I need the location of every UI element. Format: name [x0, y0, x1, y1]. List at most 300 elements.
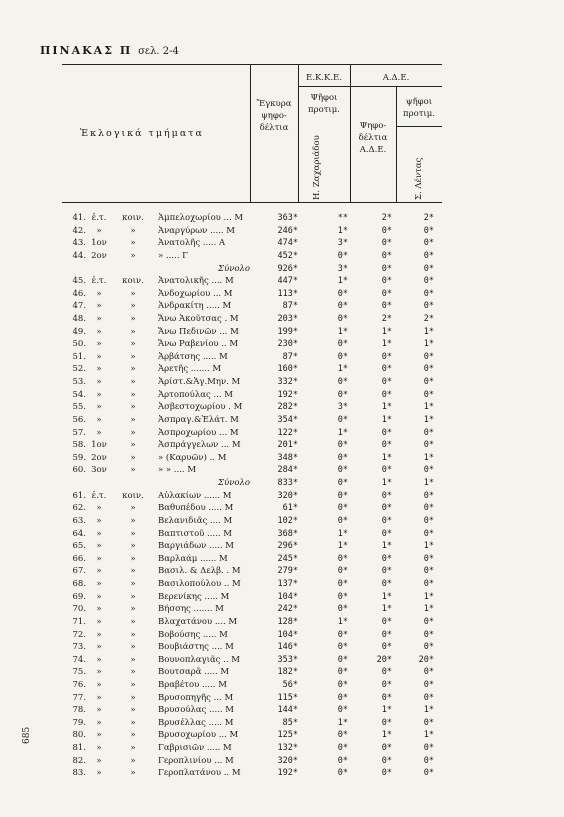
row-number: 59. [72, 452, 86, 463]
row-number: 44. [72, 250, 86, 261]
row-number: 81. [72, 743, 86, 753]
row-ade-pref: 0* [423, 389, 434, 400]
row-col-b: » [130, 591, 136, 602]
row-col-a: » [96, 541, 102, 552]
row-col-b: » [130, 579, 136, 589]
row-number: 61. [72, 490, 86, 501]
row-valid: 113* [277, 288, 298, 299]
row-valid: 199* [277, 326, 298, 337]
row-name: Βουτσαρᾶ ..... Μ [158, 667, 230, 678]
row-ade-pref: 0* [423, 755, 434, 766]
table-row [0, 490, 564, 503]
row-name: Βρυσοχωρίου ... Μ [158, 730, 239, 741]
row-ade-ballots: 0* [381, 276, 392, 287]
row-valid: 201* [277, 440, 298, 451]
row-valid: 104* [277, 591, 298, 602]
row-ade-ballots: 0* [381, 616, 392, 627]
table-row [0, 591, 564, 604]
row-ade-pref: 0* [423, 288, 434, 299]
row-valid: 85* [282, 717, 298, 728]
row-col-b: » [130, 225, 136, 236]
row-number: 48. [72, 314, 86, 324]
table-row [0, 288, 564, 301]
row-ekke-pref: 1* [337, 528, 348, 539]
table-row [0, 692, 564, 705]
row-name: » ..... Γ [158, 250, 189, 261]
row-col-b: » [130, 402, 136, 413]
row-name: Ἀσπροχωρίου ... Μ [158, 427, 239, 438]
row-valid: 363* [277, 213, 298, 223]
row-name: Βοβούσης ..... Μ [158, 629, 228, 640]
row-ekke-pref: 0* [337, 566, 348, 577]
row-ade-pref: 0* [423, 490, 434, 501]
row-ade-ballots: 0* [381, 427, 392, 438]
row-valid: 447* [277, 276, 298, 287]
row-name: Βελανιδιᾶς .... Μ [158, 515, 233, 526]
row-ade-pref: 0* [423, 579, 434, 589]
row-valid: 474* [277, 238, 298, 249]
row-ade-ballots: 20* [376, 654, 392, 665]
row-ade-ballots: 0* [381, 389, 392, 400]
row-valid: 353* [277, 654, 298, 665]
row-ekke-pref: 0* [337, 377, 348, 388]
table-row [0, 338, 564, 351]
row-ade-ballots: 0* [381, 465, 392, 476]
row-name: Βασιλοπούλου .. Μ [158, 579, 241, 589]
row-col-b: » [130, 616, 136, 627]
divider-ade [350, 64, 351, 203]
row-col-b: » [130, 364, 136, 375]
row-ade-pref: 1* [423, 414, 434, 425]
row-name: Ἀσπράγγελων ... Μ [158, 440, 241, 451]
row-name: » » .... Μ [158, 465, 197, 476]
row-ade-ballots: 0* [381, 377, 392, 388]
row-valid: 368* [277, 528, 298, 539]
row-number: 58. [72, 440, 86, 451]
row-number: 75. [72, 667, 86, 678]
row-number: 47. [72, 301, 86, 312]
row-name: Ἄνω Ραβενίου .. Μ [158, 339, 239, 350]
row-ade-ballots: 1* [381, 402, 392, 413]
row-valid: 87* [282, 301, 298, 312]
row-ade-ballots: 1* [381, 478, 392, 488]
row-ade-pref: 1* [423, 730, 434, 741]
row-ekke-pref: 0* [337, 692, 348, 703]
row-ade-pref: 0* [423, 263, 434, 274]
header-valid-ballots: Ἔγκυρα ψηφο- δέλτια [256, 99, 292, 133]
row-col-b: » [130, 705, 136, 716]
row-ekke-pref: 0* [337, 288, 348, 299]
page-title: ΠΙΝΑΚΑΣ Π σελ. 2-4 [40, 44, 179, 57]
row-name: Βαργιάδων ..... Μ [158, 541, 234, 552]
row-ade-ballots: 0* [381, 667, 392, 678]
section-label: Ἐκλογικά τμήματα [80, 128, 204, 139]
row-valid: 192* [277, 389, 298, 400]
table-row [0, 540, 564, 553]
row-col-a: » [96, 604, 102, 615]
row-ade-ballots: 0* [381, 743, 392, 753]
header-ade-ballots: Ψηφο- δέλτια Α.Δ.Ε. [358, 121, 388, 155]
row-col-a: » [96, 225, 102, 236]
row-col-b: » [130, 377, 136, 388]
table-row [0, 553, 564, 566]
row-valid: 115* [277, 692, 298, 703]
table-row [0, 389, 564, 402]
table-row [0, 742, 564, 755]
table-row [0, 679, 564, 692]
row-ekke-pref: 0* [337, 642, 348, 653]
row-col-a: » [96, 402, 102, 413]
row-valid: 296* [277, 541, 298, 552]
row-col-a: » [96, 351, 102, 362]
row-ade-pref: 0* [423, 250, 434, 261]
row-col-a: » [96, 679, 102, 690]
row-col-b: » [130, 427, 136, 438]
row-ade-ballots: 1* [381, 339, 392, 350]
row-col-b: » [130, 452, 136, 463]
row-valid: 102* [277, 515, 298, 526]
row-number: 63. [72, 515, 86, 526]
row-col-a: » [96, 591, 102, 602]
row-valid: 348* [277, 452, 298, 463]
row-name: Βαθυπέδου ..... Μ [158, 503, 234, 514]
row-number: 57. [72, 427, 86, 438]
row-ade-pref: 0* [423, 503, 434, 514]
row-name: Βαρλαάμ ...... Μ [158, 553, 228, 564]
row-ade-ballots: 0* [381, 238, 392, 249]
row-col-a: » [96, 389, 102, 400]
row-col-a: » [96, 414, 102, 425]
row-ekke-pref: 0* [337, 314, 348, 324]
row-number: 49. [72, 326, 86, 337]
row-ade-ballots: 0* [381, 351, 392, 362]
row-col-b: » [130, 642, 136, 653]
row-ekke-pref: 1* [337, 225, 348, 236]
row-number: 42. [72, 225, 86, 236]
row-ade-ballots: 0* [381, 301, 392, 312]
row-valid: 245* [277, 553, 298, 564]
row-ade-pref: 1* [423, 326, 434, 337]
row-ade-pref: 1* [423, 705, 434, 716]
row-name: Γεροπλατάνου .. Μ [158, 768, 241, 779]
row-ade-ballots: 0* [381, 717, 392, 728]
row-col-b: » [130, 566, 136, 577]
row-col-b: κοιν. [122, 490, 144, 501]
row-number: 82. [72, 755, 86, 766]
row-col-a: 3ον [91, 465, 107, 476]
row-ekke-pref: 0* [337, 301, 348, 312]
row-number: 50. [72, 339, 86, 350]
row-col-b: » [130, 768, 136, 779]
row-ade-ballots: 1* [381, 326, 392, 337]
row-ekke-pref: 0* [337, 503, 348, 514]
row-ade-pref: 2* [423, 213, 434, 223]
row-ade-pref: 0* [423, 238, 434, 249]
table-row [0, 565, 564, 578]
row-ade-ballots: 0* [381, 679, 392, 690]
table-row [0, 717, 564, 730]
row-ekke-pref: 0* [337, 339, 348, 350]
row-name: Ἀρίστ.&Ἁγ.Μην. Μ [158, 377, 241, 388]
row-ekke-pref: 1* [337, 427, 348, 438]
row-ade-pref: 1* [423, 402, 434, 413]
row-col-b: » [130, 553, 136, 564]
row-name: Βρυσούλας ..... Μ [158, 705, 235, 716]
header-ekke-pref: Ψῆφοι προτιμ. [308, 93, 340, 115]
row-name: Ἀναργύρων ..... Μ [158, 225, 236, 236]
row-ade-ballots: 0* [381, 503, 392, 514]
row-col-b: » [130, 440, 136, 451]
row-col-a: » [96, 705, 102, 716]
row-ade-ballots: 0* [381, 553, 392, 564]
table-row [0, 767, 564, 780]
row-ekke-pref: 1* [337, 541, 348, 552]
ade-pref-rule [396, 126, 442, 127]
row-valid: 56* [282, 679, 298, 690]
table-row [0, 401, 564, 414]
row-number: 51. [72, 351, 86, 362]
row-col-a: » [96, 314, 102, 324]
table-row [0, 212, 564, 225]
row-col-a: » [96, 755, 102, 766]
header-ekke-candidate: Η. Ζαχαριάδου [312, 135, 322, 200]
row-col-a: » [96, 642, 102, 653]
row-col-b: » [130, 667, 136, 678]
row-col-b: » [130, 629, 136, 640]
row-col-b: » [130, 314, 136, 324]
row-name: Ἀρβάτσης ..... Μ [158, 351, 228, 362]
row-valid: 125* [277, 730, 298, 741]
row-col-a: » [96, 503, 102, 514]
row-col-b: » [130, 301, 136, 312]
row-col-a: ἐ.τ. [91, 213, 107, 223]
row-col-a: ἐ.τ. [91, 490, 107, 501]
row-valid: 122* [277, 427, 298, 438]
row-ekke-pref: 0* [337, 654, 348, 665]
row-ade-pref: 0* [423, 642, 434, 653]
top-rule [62, 64, 442, 65]
row-ade-ballots: 0* [381, 642, 392, 653]
table-row [0, 225, 564, 238]
table-row [0, 726, 564, 744]
row-valid: 137* [277, 579, 298, 589]
table-row [0, 616, 564, 629]
row-ade-ballots: 0* [381, 528, 392, 539]
row-ekke-pref: 0* [337, 579, 348, 589]
row-ekke-pref: 0* [337, 667, 348, 678]
row-ekke-pref: 3* [337, 238, 348, 249]
row-name: Ἀσπραγ.&Ἐλάτ. Μ [158, 414, 239, 425]
row-valid: 192* [277, 768, 298, 779]
row-ekke-pref: 0* [337, 440, 348, 451]
row-col-a: » [96, 339, 102, 350]
row-col-b: » [130, 692, 136, 703]
page-number: 685 [22, 726, 32, 744]
table-row [0, 376, 564, 389]
row-col-a: » [96, 730, 102, 741]
row-col-a: 2ον [91, 250, 107, 261]
row-ade-pref: 0* [423, 629, 434, 640]
table-row [0, 427, 564, 440]
row-name: Γαβρισιῶν ..... Μ [158, 743, 232, 753]
row-col-b: κοιν. [122, 276, 144, 287]
row-valid: 242* [277, 604, 298, 615]
table-row [0, 414, 564, 427]
row-col-a: » [96, 528, 102, 539]
row-ade-pref: 0* [423, 717, 434, 728]
row-col-a: 2ον [91, 452, 107, 463]
row-name: Βραβέτου ..... Μ [158, 679, 227, 690]
row-number: 46. [72, 288, 86, 299]
row-ekke-pref: 0* [337, 490, 348, 501]
row-ade-pref: 1* [423, 339, 434, 350]
row-ade-ballots: 1* [381, 452, 392, 463]
row-valid: 284* [277, 465, 298, 476]
row-valid: 320* [277, 490, 298, 501]
row-col-b: » [130, 755, 136, 766]
row-ade-ballots: 0* [381, 440, 392, 451]
table-total-row [0, 263, 564, 276]
row-number: 66. [72, 553, 86, 564]
row-ade-ballots: 0* [381, 364, 392, 375]
row-ade-pref: 0* [423, 440, 434, 451]
row-valid: 354* [277, 414, 298, 425]
row-ekke-pref: 0* [337, 743, 348, 753]
row-col-b: » [130, 730, 136, 741]
row-col-a: » [96, 515, 102, 526]
row-col-a: ἐ.τ. [91, 276, 107, 287]
table-row [0, 237, 564, 250]
row-ekke-pref: 0* [337, 755, 348, 766]
row-col-a: » [96, 629, 102, 640]
page-subtitle: σελ. 2-4 [138, 46, 179, 57]
table-row [0, 363, 564, 376]
row-valid: 87* [282, 351, 298, 362]
row-ade-ballots: 0* [381, 225, 392, 236]
row-number: 65. [72, 541, 86, 552]
row-valid: 182* [277, 667, 298, 678]
table-row [0, 654, 564, 667]
row-name: Βρυσοπηγῆς ... Μ [158, 692, 234, 703]
row-col-b: » [130, 528, 136, 539]
row-name: Ἄνω Ἀκοῦτσας . Μ [158, 314, 239, 324]
row-number: 53. [72, 377, 86, 388]
row-ekke-pref: ** [337, 213, 348, 223]
divider-ekke [298, 64, 299, 203]
row-number: 74. [72, 654, 86, 665]
row-name: Ἀρτοπούλας ... Μ [158, 389, 233, 400]
row-ade-pref: 0* [423, 301, 434, 312]
table-row [0, 351, 564, 364]
row-total-label: Σύνολο [218, 263, 250, 274]
row-name: » (Καρυῶν) .. Μ [158, 452, 227, 463]
row-ade-ballots: 1* [381, 730, 392, 741]
row-total-label: Σύνολο [218, 478, 250, 488]
table-total-row [0, 477, 564, 490]
row-ekke-pref: 0* [337, 515, 348, 526]
row-col-b: κοιν. [122, 213, 144, 223]
row-ekke-pref: 0* [337, 414, 348, 425]
row-number: 55. [72, 402, 86, 413]
row-ekke-pref: 0* [337, 705, 348, 716]
row-ade-ballots: 0* [381, 768, 392, 779]
row-number: 77. [72, 692, 86, 703]
row-valid: 128* [277, 616, 298, 627]
row-col-b: » [130, 465, 136, 476]
row-ekke-pref: 0* [337, 250, 348, 261]
row-name: Αὐλακίων ...... Μ [158, 490, 232, 501]
row-ade-pref: 0* [423, 528, 434, 539]
table-row [0, 326, 564, 339]
row-name: Ἀμπελοχωρίου ... Μ [158, 213, 244, 223]
table-row [0, 300, 564, 313]
header-ade-pref: ψῆφοι προτιμ. [403, 97, 435, 119]
row-valid: 104* [277, 629, 298, 640]
row-ade-ballots: 2* [381, 314, 392, 324]
row-name: Βήσσης ....... Μ [158, 604, 224, 615]
row-col-b: » [130, 326, 136, 337]
table-row [0, 452, 564, 465]
row-ade-pref: 0* [423, 768, 434, 779]
row-number: 79. [72, 717, 86, 728]
row-ade-ballots: 1* [381, 705, 392, 716]
row-col-b: » [130, 717, 136, 728]
table-row [0, 641, 564, 654]
table-row [0, 275, 564, 288]
row-col-a: » [96, 667, 102, 678]
row-ade-pref: 0* [423, 465, 434, 476]
row-ade-pref: 2* [423, 314, 434, 324]
table-row [0, 528, 564, 541]
row-col-b: » [130, 250, 136, 261]
row-col-b: » [130, 654, 136, 665]
row-ekke-pref: 0* [337, 478, 348, 488]
row-ade-pref: 1* [423, 591, 434, 602]
row-col-b: » [130, 288, 136, 299]
row-col-a: » [96, 427, 102, 438]
header-ekke: Ε.Κ.Κ.Ε. [306, 73, 342, 83]
row-valid: 246* [277, 225, 298, 236]
row-ade-pref: 0* [423, 553, 434, 564]
ekke-rule [298, 86, 442, 87]
divider-ade-pref [396, 86, 397, 203]
row-valid: 452* [277, 250, 298, 261]
row-ekke-pref: 0* [337, 351, 348, 362]
row-ade-pref: 0* [423, 515, 434, 526]
row-name: Βασιλ. & Δελβ. . Μ [158, 566, 241, 577]
table-row [0, 578, 564, 591]
table-row [0, 502, 564, 515]
row-ade-pref: 0* [423, 679, 434, 690]
row-valid: 61* [282, 503, 298, 514]
table-row [0, 704, 564, 717]
row-ade-ballots: 1* [381, 604, 392, 615]
row-number: 56. [72, 414, 86, 425]
row-col-a: » [96, 364, 102, 375]
row-name: Ἀνατολῆς ..... Α [158, 238, 226, 249]
row-ekke-pref: 0* [337, 465, 348, 476]
row-number: 45. [72, 276, 86, 287]
row-number: 52. [72, 364, 86, 375]
row-ade-ballots: 1* [381, 541, 392, 552]
row-col-a: » [96, 692, 102, 703]
row-ade-ballots: 0* [381, 629, 392, 640]
table-row [0, 250, 564, 263]
row-ade-ballots: 0* [381, 566, 392, 577]
table-row [0, 464, 564, 477]
row-name: Ἀνδρακίτη ..... Μ [158, 301, 232, 312]
row-name: Βουβιάστης .... Μ [158, 642, 234, 653]
